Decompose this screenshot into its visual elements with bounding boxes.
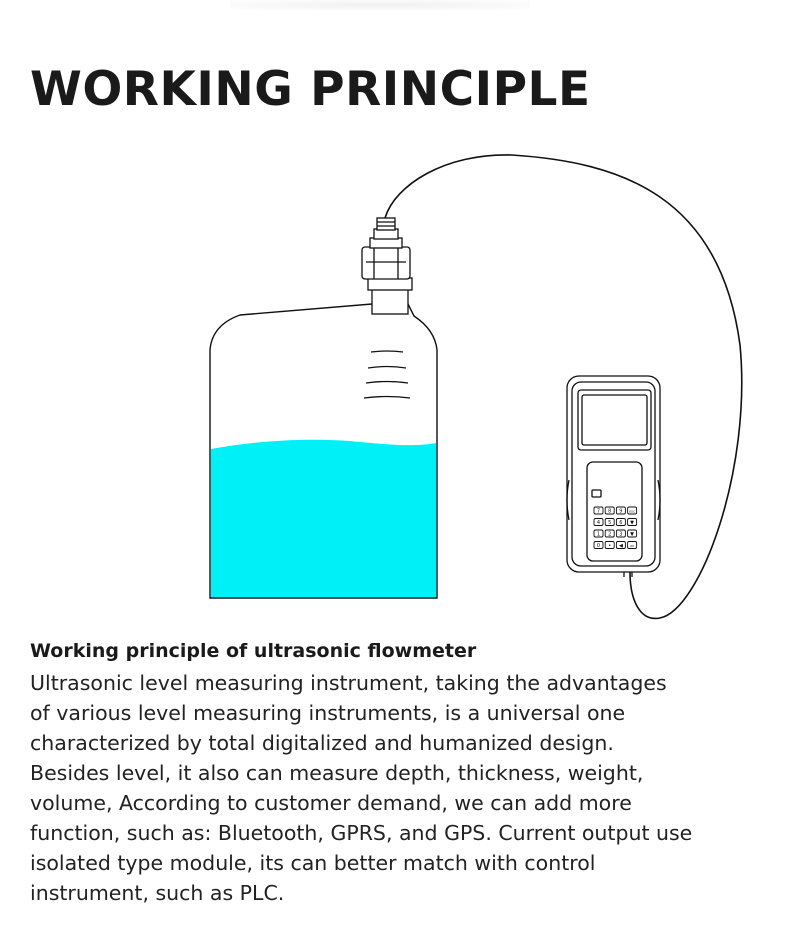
- device-key-label: OK: [629, 543, 635, 548]
- device-key-label: 1: [596, 531, 601, 538]
- device-key-label: 3: [619, 531, 623, 538]
- top-shadow: [230, 0, 530, 10]
- tank-liquid: [211, 440, 436, 597]
- device-key-label: 7: [596, 508, 601, 515]
- working-principle-illustration: [0, 140, 790, 620]
- ultrasonic-sensor: [362, 218, 412, 314]
- device-key-label: 5: [608, 519, 612, 526]
- device-key-label: 4: [596, 519, 601, 526]
- device-key-label: •: [608, 542, 612, 549]
- device-key-label: ▼: [630, 519, 635, 526]
- section-subtitle: Working principle of ultrasonic flowmeter: [30, 640, 477, 662]
- device-key-label: ◀: [618, 542, 623, 549]
- device-key-label: 8: [608, 508, 612, 515]
- device-key-label: ESC: [629, 509, 636, 514]
- device-key-label: 0: [596, 542, 601, 549]
- signal-cable: [385, 155, 742, 619]
- device-key-label: 6: [619, 519, 623, 526]
- description-paragraph: Ultrasonic level measuring instrument, taking the advantages of various level measuring instruments, is a universal one characterized by total digitalized and humanized design. Besides level, it also can measure depth, thickness, weight, volume, According to customer demand, we can add more function, such as: Bluetooth, GPRS, and GPS. Current output use isolated type module, its can better match with control instrument, such as PLC.: [30, 671, 693, 905]
- device-key-label: ▼: [630, 531, 635, 538]
- device-key-label: 9: [619, 508, 623, 515]
- page-title: WORKING PRINCIPLE: [30, 62, 591, 117]
- device-key-label: 2: [608, 531, 612, 538]
